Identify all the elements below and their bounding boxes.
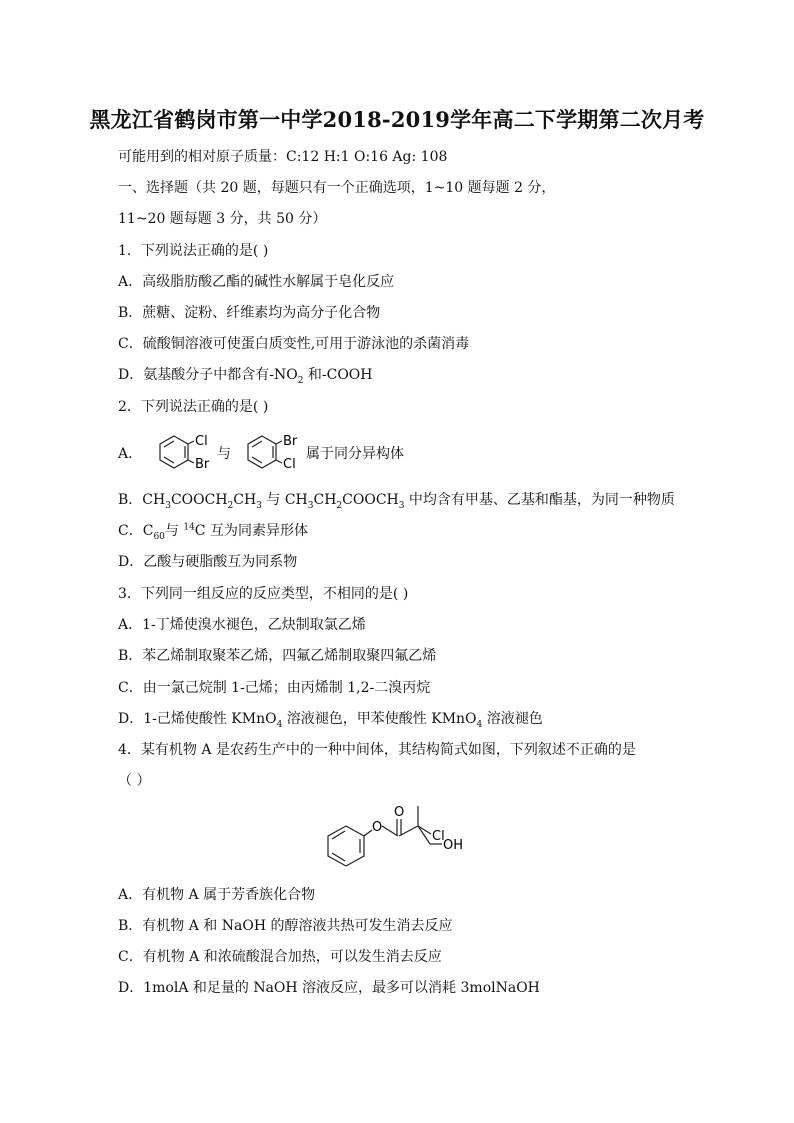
q3-stem: 3．下列同一组反应的反应类型，不相同的是( ) — [118, 586, 409, 602]
q2-stem: 2．下列说法正确的是( ) — [118, 399, 269, 415]
page-title: 黑龙江省鹤岗市第一中学2018-2019学年高二下学期第二次月考 — [89, 107, 705, 132]
q1-option-b: B．蔗糖、淀粉、纤维素均为高分子化合物 — [118, 305, 381, 321]
q4-option-c: C．有机物 A 和浓硫酸混合加热，可以发生消去反应 — [118, 949, 442, 965]
q1-option-a: A．高级脂肪酸乙酯的碱性水解属于皂化反应 — [118, 274, 395, 290]
q2-option-a-and: 与 — [217, 446, 231, 462]
q1-option-d: D．氨基酸分子中都含有$-NO_2$ 和-COOH — [118, 367, 373, 386]
q2-option-a-label: A． — [118, 446, 143, 462]
q3-option-c: C．由一氯己烷制 1-己烯；由丙烯制 1,2-二溴丙烷 — [118, 680, 431, 696]
q4-ester-oxygen-label: O — [372, 820, 383, 835]
q3-option-d: D．1-己烯使酸性 KMnO$_4$ 溶液褪色，甲苯使酸性 KMnO$_4$ 溶液褪色 — [118, 711, 543, 730]
q4-chlorine-label: Cl — [432, 829, 445, 844]
section-heading-line2: 11~20 题每题 3 分，共 50 分） — [118, 211, 327, 227]
atomic-masses-note: 可能用到的相对原子质量：C:12 H:1 O:16 Ag: 108 — [118, 149, 448, 165]
q4-carbonyl-oxygen-label: O — [394, 805, 405, 820]
q1-option-c: C．硫酸铜溶液可使蛋白质变性,可用于游泳池的杀菌消毒 — [118, 336, 470, 352]
q2-structure-1 — [150, 428, 220, 472]
q2-option-a-text: 属于同分异构体 — [306, 446, 404, 462]
q4-option-b: B．有机物 A 和 NaOH 的醇溶液共热可发生消去反应 — [118, 918, 453, 934]
q4-structure — [318, 798, 478, 873]
q4-stem: 4．某有机物 A 是农药生产中的一种中间体，其结构简式如图，下列叙述不正确的是 — [118, 742, 636, 758]
q2-structure-2 — [238, 428, 308, 472]
q2-option-b: B．$CH_3COOCH_2CH_3$ 与 $CH_3CH_2COOCH_3$ 中均含有甲基、乙基和酯基，为同一种物质 — [118, 492, 675, 511]
q2-option-c: C．$C_{60}$与 $^{14}$C 互为同素异形体 — [118, 522, 308, 542]
q2-option-d: D．乙酸与硬脂酸互为同系物 — [118, 554, 298, 570]
q1-stem: 1．下列说法正确的是( ) — [118, 243, 269, 259]
q4-hydroxyl-label: OH — [443, 838, 464, 853]
q3-option-a: A．1-丁烯使溴水褪色，乙炔制取氯乙烯 — [118, 617, 366, 633]
section-heading-line1: 一、选择题（共 20 题，每题只有一个正确选项，1~10 题每题 2 分， — [118, 180, 556, 196]
q2-struct2-bottom-label: Cl — [283, 457, 296, 472]
q2-struct1-top-label: Cl — [195, 434, 208, 449]
q2-struct2-top-label: Br — [283, 434, 298, 449]
q4-option-a: A．有机物 A 属于芳香族化合物 — [118, 887, 316, 903]
q3-option-b: B．苯乙烯制取聚苯乙烯，四氟乙烯制取聚四氟乙烯 — [118, 648, 437, 664]
q2-struct1-bottom-label: Br — [195, 457, 210, 472]
q4-option-d: D．1molA 和足量的 NaOH 溶液反应，最多可以消耗 3molNaOH — [118, 980, 540, 996]
q4-answer-paren: （ ） — [118, 773, 151, 789]
